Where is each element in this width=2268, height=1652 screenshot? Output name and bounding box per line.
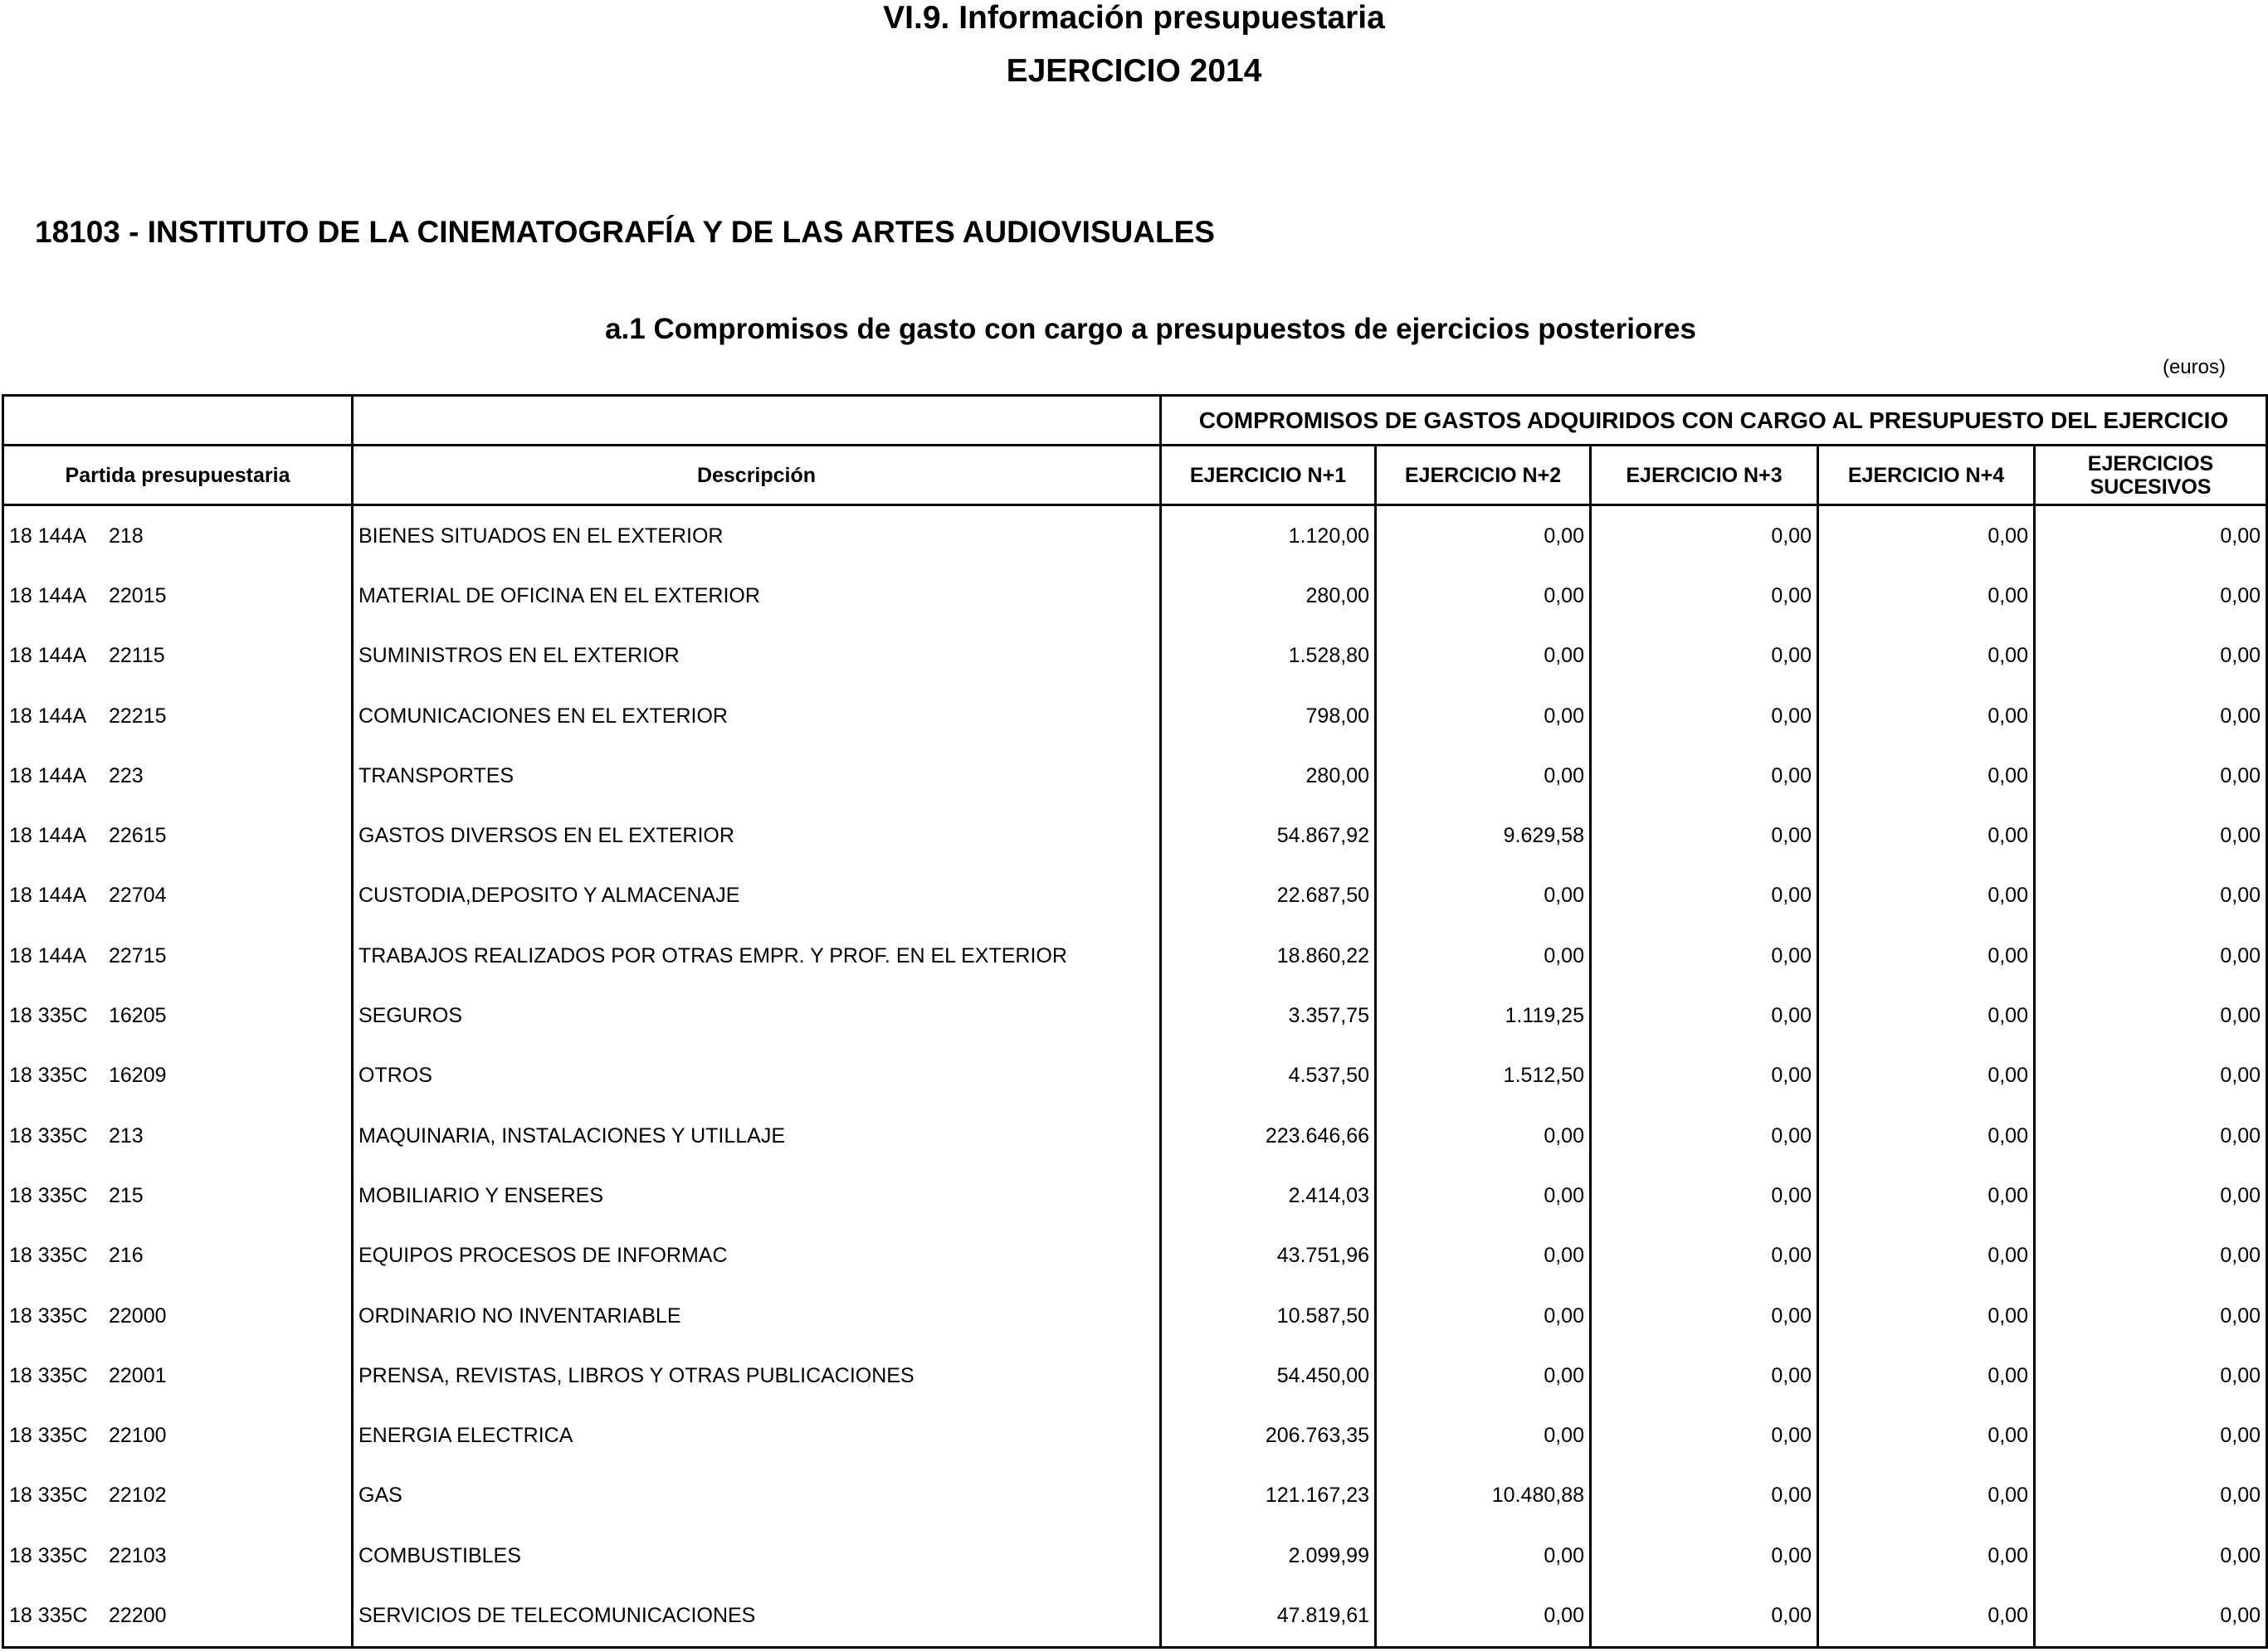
description-cell: GASTOS DIVERSOS EN EL EXTERIOR <box>353 806 1161 865</box>
amount-cell-n2: 0,00 <box>1376 1286 1591 1346</box>
amount-cell-suc: 0,00 <box>2035 866 2267 926</box>
concept-code: 223 <box>109 763 144 787</box>
description-cell: ENERGIA ELECTRICA <box>353 1406 1161 1465</box>
amount-cell-n1: 280,00 <box>1161 566 1376 626</box>
amount-cell-n2: 0,00 <box>1376 926 1591 986</box>
amount-cell-n3: 0,00 <box>1591 746 1818 806</box>
concept-code: 22704 <box>109 884 167 908</box>
description-cell: TRANSPORTES <box>353 746 1161 806</box>
concept-code: 215 <box>109 1183 144 1207</box>
amount-cell-n2: 0,00 <box>1376 1106 1591 1166</box>
description-cell: COMBUSTIBLES <box>353 1526 1161 1586</box>
amount-cell-n3: 0,00 <box>1591 866 1818 926</box>
description-cell: COMUNICACIONES EN EL EXTERIOR <box>353 686 1161 746</box>
concept-code: 213 <box>109 1123 144 1148</box>
program-code: 18 335C <box>9 1244 88 1268</box>
concept-code: 22102 <box>109 1484 167 1508</box>
column-header-n4: EJERCICIO N+4 <box>1818 446 2035 505</box>
program-code: 18 144A <box>9 583 87 607</box>
column-header-sucesivos-line2: SUCESIVOS <box>2090 475 2212 499</box>
amount-cell-suc: 0,00 <box>2035 566 2267 626</box>
concept-code: 22115 <box>109 644 165 668</box>
amount-cell-n1: 43.751,96 <box>1161 1226 1376 1286</box>
column-header-descripcion: Descripción <box>353 446 1161 505</box>
amount-cell-suc: 0,00 <box>2035 1526 2267 1586</box>
concept-code: 22015 <box>109 583 167 607</box>
amount-cell-n1: 280,00 <box>1161 746 1376 806</box>
description-cell: SEGUROS <box>353 986 1161 1045</box>
amount-cell-suc: 0,00 <box>2035 1106 2267 1166</box>
table-row <box>3 1046 2267 1106</box>
program-code: 18 144A <box>9 644 87 668</box>
description-cell: PRENSA, REVISTAS, LIBROS Y OTRAS PUBLICACIONES <box>353 1346 1161 1406</box>
amount-cell-n4: 0,00 <box>1818 1166 2035 1226</box>
amount-cell-n3: 0,00 <box>1591 986 1818 1045</box>
amount-cell-n3: 0,00 <box>1591 566 1818 626</box>
amount-cell-n2: 0,00 <box>1376 626 1591 686</box>
table-row <box>3 1166 2267 1226</box>
table-row <box>3 746 2267 806</box>
description-cell: TRABAJOS REALIZADOS POR OTRAS EMPR. Y PROF. EN EL EXTERIOR <box>353 926 1161 986</box>
column-header-n2: EJERCICIO N+2 <box>1376 446 1591 505</box>
partida-cell <box>3 986 353 1045</box>
amount-cell-n1: 1.528,80 <box>1161 626 1376 686</box>
column-header-n3: EJERCICIO N+3 <box>1591 446 1818 505</box>
amount-cell-n4: 0,00 <box>1818 1226 2035 1286</box>
program-code: 18 335C <box>9 1543 88 1567</box>
amount-cell-n2: 0,00 <box>1376 505 1591 567</box>
amount-cell-n4: 0,00 <box>1818 1046 2035 1106</box>
amount-cell-n4: 0,00 <box>1818 505 2035 567</box>
amount-cell-n2: 10.480,88 <box>1376 1466 1591 1526</box>
amount-cell-n3: 0,00 <box>1591 806 1818 865</box>
description-cell: SUMINISTROS EN EL EXTERIOR <box>353 626 1161 686</box>
header-blank-cell <box>353 396 1161 446</box>
amount-cell-n2: 9.629,58 <box>1376 806 1591 865</box>
concept-code: 218 <box>109 524 144 548</box>
amount-cell-n2: 0,00 <box>1376 866 1591 926</box>
concept-code: 16209 <box>109 1064 167 1088</box>
program-code: 18 335C <box>9 1363 88 1387</box>
program-code: 18 144A <box>9 763 87 787</box>
amount-cell-n1: 10.587,50 <box>1161 1286 1376 1346</box>
amount-cell-n1: 54.450,00 <box>1161 1346 1376 1406</box>
amount-cell-n2: 0,00 <box>1376 1346 1591 1406</box>
amount-cell-n4: 0,00 <box>1818 926 2035 986</box>
partida-cell <box>3 1226 353 1286</box>
amount-cell-n3: 0,00 <box>1591 1286 1818 1346</box>
table-row <box>3 1586 2267 1647</box>
amount-cell-n1: 3.357,75 <box>1161 986 1376 1045</box>
amount-cell-n3: 0,00 <box>1591 1586 1818 1647</box>
amount-cell-suc: 0,00 <box>2035 746 2267 806</box>
amount-cell-n1: 4.537,50 <box>1161 1046 1376 1106</box>
program-code: 18 335C <box>9 1004 88 1028</box>
amount-cell-n4: 0,00 <box>1818 1586 2035 1647</box>
concept-code: 22215 <box>109 704 167 728</box>
partida-cell <box>3 1046 353 1106</box>
concept-code: 22000 <box>109 1304 167 1328</box>
amount-cell-n3: 0,00 <box>1591 1526 1818 1586</box>
column-header-sucesivos-line1: EJERCICIOS <box>2087 451 2214 475</box>
column-header-n1: EJERCICIO N+1 <box>1161 446 1376 505</box>
description-cell: EQUIPOS PROCESOS DE INFORMAC <box>353 1226 1161 1286</box>
section-title: a.1 Compromisos de gasto con cargo a presupuestos de ejercicios posteriores <box>605 313 1696 345</box>
amount-cell-n2: 0,00 <box>1376 1586 1591 1647</box>
amount-cell-suc: 0,00 <box>2035 1046 2267 1106</box>
concept-code: 22103 <box>109 1543 167 1567</box>
table-row <box>3 1466 2267 1526</box>
concept-code: 22001 <box>109 1363 167 1387</box>
table-row <box>3 1526 2267 1586</box>
table-row <box>3 1226 2267 1286</box>
amount-cell-n2: 0,00 <box>1376 1406 1591 1465</box>
concept-code: 22615 <box>109 824 167 848</box>
amount-cell-n4: 0,00 <box>1818 1526 2035 1586</box>
partida-cell <box>3 1346 353 1406</box>
amount-cell-n3: 0,00 <box>1591 1226 1818 1286</box>
partida-cell <box>3 1526 353 1586</box>
amount-cell-suc: 0,00 <box>2035 626 2267 686</box>
amount-cell-suc: 0,00 <box>2035 1466 2267 1526</box>
description-cell: OTROS <box>353 1046 1161 1106</box>
table-row <box>3 986 2267 1045</box>
program-code: 18 144A <box>9 884 87 908</box>
document-title: VI.9. Información presupuestaria <box>883 0 1385 36</box>
program-code: 18 335C <box>9 1183 88 1207</box>
table-row <box>3 806 2267 865</box>
amount-cell-n1: 798,00 <box>1161 686 1376 746</box>
table-row <box>3 866 2267 926</box>
amount-cell-n2: 0,00 <box>1376 1226 1591 1286</box>
amount-cell-n3: 0,00 <box>1591 1166 1818 1226</box>
description-cell: CUSTODIA,DEPOSITO Y ALMACENAJE <box>353 866 1161 926</box>
partida-cell <box>3 806 353 865</box>
amount-cell-suc: 0,00 <box>2035 1226 2267 1286</box>
amount-cell-n4: 0,00 <box>1818 746 2035 806</box>
partida-cell <box>3 866 353 926</box>
amount-cell-n2: 0,00 <box>1376 566 1591 626</box>
partida-cell <box>3 505 353 567</box>
amount-cell-n4: 0,00 <box>1818 866 2035 926</box>
program-code: 18 335C <box>9 1304 88 1328</box>
amount-cell-n3: 0,00 <box>1591 1466 1818 1526</box>
partida-cell <box>3 1466 353 1526</box>
program-code: 18 335C <box>9 1424 88 1448</box>
amount-cell-n3: 0,00 <box>1591 1106 1818 1166</box>
partida-cell <box>3 626 353 686</box>
table-row <box>3 505 2267 567</box>
amount-cell-suc: 0,00 <box>2035 1586 2267 1647</box>
description-cell: MAQUINARIA, INSTALACIONES Y UTILLAJE <box>353 1106 1161 1166</box>
table-row <box>3 566 2267 626</box>
program-code: 18 335C <box>9 1123 88 1148</box>
amount-cell-n3: 0,00 <box>1591 686 1818 746</box>
amount-cell-n1: 1.120,00 <box>1161 505 1376 567</box>
table-group-header-row <box>3 396 2267 446</box>
amount-cell-suc: 0,00 <box>2035 806 2267 865</box>
partida-cell <box>3 926 353 986</box>
program-code: 18 335C <box>9 1484 88 1508</box>
program-code: 18 335C <box>9 1064 88 1088</box>
description-cell: SERVICIOS DE TELECOMUNICACIONES <box>353 1586 1161 1647</box>
table-column-header-row <box>3 446 2267 505</box>
amount-cell-suc: 0,00 <box>2035 1286 2267 1346</box>
amount-cell-n4: 0,00 <box>1818 566 2035 626</box>
partida-cell <box>3 686 353 746</box>
description-cell: GAS <box>353 1466 1161 1526</box>
column-header-sucesivos <box>2035 446 2267 505</box>
partida-cell <box>3 1406 353 1465</box>
entity-title: 18103 - INSTITUTO DE LA CINEMATOGRAFÍA Y DE LAS ARTES AUDIOVISUALES <box>35 215 1215 249</box>
description-cell: MOBILIARIO Y ENSERES <box>353 1166 1161 1226</box>
amount-cell-n4: 0,00 <box>1818 1106 2035 1166</box>
table-row <box>3 1106 2267 1166</box>
amount-cell-n4: 0,00 <box>1818 1406 2035 1465</box>
amount-cell-n4: 0,00 <box>1818 986 2035 1045</box>
commitments-table <box>2 394 2268 1649</box>
table-body <box>3 505 2267 1648</box>
program-code: 18 144A <box>9 704 87 728</box>
program-code: 18 144A <box>9 943 87 967</box>
concept-code: 22100 <box>109 1424 167 1448</box>
table-row <box>3 1286 2267 1346</box>
amount-cell-n1: 2.099,99 <box>1161 1526 1376 1586</box>
amount-cell-n3: 0,00 <box>1591 1046 1818 1106</box>
amount-cell-suc: 0,00 <box>2035 986 2267 1045</box>
amount-cell-n3: 0,00 <box>1591 1406 1818 1465</box>
units-label: (euros) <box>2162 356 2226 378</box>
amount-cell-n2: 0,00 <box>1376 686 1591 746</box>
program-code: 18 335C <box>9 1603 88 1627</box>
group-header: COMPROMISOS DE GASTOS ADQUIRIDOS CON CARGO AL PRESUPUESTO DEL EJERCICIO <box>1161 396 2267 446</box>
concept-code: 22715 <box>109 943 167 967</box>
amount-cell-n4: 0,00 <box>1818 686 2035 746</box>
description-cell: MATERIAL DE OFICINA EN EL EXTERIOR <box>353 566 1161 626</box>
amount-cell-n2: 1.119,25 <box>1376 986 1591 1045</box>
table-row <box>3 626 2267 686</box>
amount-cell-n1: 206.763,35 <box>1161 1406 1376 1465</box>
amount-cell-n1: 223.646,66 <box>1161 1106 1376 1166</box>
amount-cell-n2: 0,00 <box>1376 1166 1591 1226</box>
amount-cell-suc: 0,00 <box>2035 1406 2267 1465</box>
partida-cell <box>3 566 353 626</box>
amount-cell-n4: 0,00 <box>1818 1466 2035 1526</box>
partida-cell <box>3 746 353 806</box>
amount-cell-n4: 0,00 <box>1818 806 2035 865</box>
amount-cell-suc: 0,00 <box>2035 1346 2267 1406</box>
concept-code: 216 <box>109 1244 144 1268</box>
amount-cell-suc: 0,00 <box>2035 686 2267 746</box>
fiscal-year-title: EJERCICIO 2014 <box>1006 53 1262 89</box>
table-row <box>3 1346 2267 1406</box>
amount-cell-n3: 0,00 <box>1591 505 1818 567</box>
concept-code: 16205 <box>109 1004 167 1028</box>
amount-cell-n3: 0,00 <box>1591 626 1818 686</box>
table-row <box>3 926 2267 986</box>
table-row <box>3 1406 2267 1465</box>
concept-code: 22200 <box>109 1603 167 1627</box>
amount-cell-n1: 18.860,22 <box>1161 926 1376 986</box>
table-row <box>3 686 2267 746</box>
partida-cell <box>3 1106 353 1166</box>
amount-cell-n3: 0,00 <box>1591 1346 1818 1406</box>
description-cell: ORDINARIO NO INVENTARIABLE <box>353 1286 1161 1346</box>
amount-cell-n3: 0,00 <box>1591 926 1818 986</box>
amount-cell-n4: 0,00 <box>1818 1346 2035 1406</box>
amount-cell-n2: 0,00 <box>1376 746 1591 806</box>
amount-cell-n2: 0,00 <box>1376 1526 1591 1586</box>
description-cell: BIENES SITUADOS EN EL EXTERIOR <box>353 505 1161 567</box>
amount-cell-n1: 22.687,50 <box>1161 866 1376 926</box>
amount-cell-suc: 0,00 <box>2035 926 2267 986</box>
header-blank-cell <box>3 396 353 446</box>
partida-cell <box>3 1286 353 1346</box>
partida-cell <box>3 1586 353 1647</box>
program-code: 18 144A <box>9 524 87 548</box>
partida-cell <box>3 1166 353 1226</box>
amount-cell-n1: 2.414,03 <box>1161 1166 1376 1226</box>
amount-cell-n1: 121.167,23 <box>1161 1466 1376 1526</box>
amount-cell-n2: 1.512,50 <box>1376 1046 1591 1106</box>
amount-cell-n4: 0,00 <box>1818 1286 2035 1346</box>
amount-cell-n1: 54.867,92 <box>1161 806 1376 865</box>
amount-cell-n4: 0,00 <box>1818 626 2035 686</box>
amount-cell-n1: 47.819,61 <box>1161 1586 1376 1647</box>
program-code: 18 144A <box>9 824 87 848</box>
column-header-partida: Partida presupuestaria <box>3 446 353 505</box>
amount-cell-suc: 0,00 <box>2035 1166 2267 1226</box>
amount-cell-suc: 0,00 <box>2035 505 2267 567</box>
